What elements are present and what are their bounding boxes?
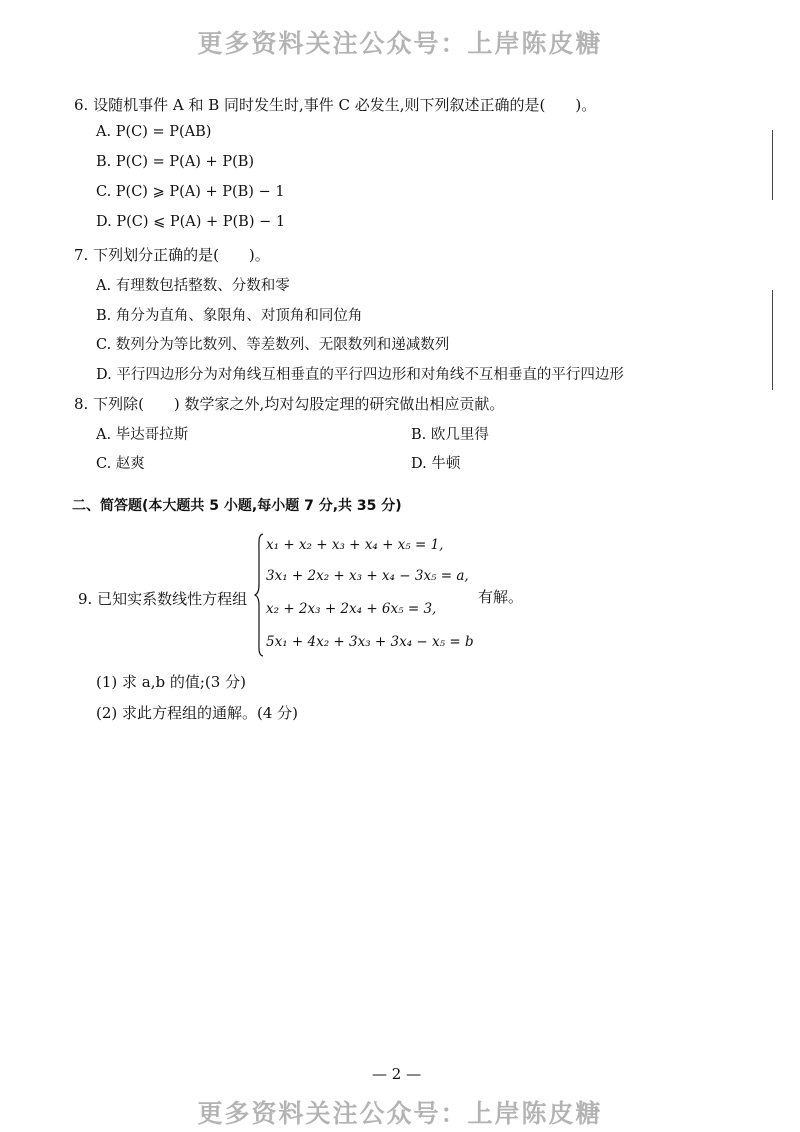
equation-3: x₂ + 2x₃ + 2x₄ + 6x₅ = 3,	[266, 601, 437, 617]
watermark-top: 更多资料关注公众号：上岸陈皮糖	[197, 29, 603, 58]
equation-2: 3x₁ + 2x₂ + x₃ + x₄ − 3x₅ = a,	[266, 568, 469, 584]
question-7-option-a: A. 有理数包括整数、分数和零	[96, 278, 290, 294]
question-7-option-c: C. 数列分为等比数列、等差数列、无限数列和递减数列	[96, 337, 450, 353]
scan-edge-mark	[772, 290, 773, 390]
question-7-stem: 7. 下列划分正确的是( )。	[74, 246, 270, 264]
page-number: — 2 —	[372, 1065, 422, 1083]
question-6-option-d: D. P(C) ⩽ P(A) + P(B) − 1	[96, 214, 286, 230]
watermark-bottom: 更多资料关注公众号：上岸陈皮糖	[197, 1099, 603, 1128]
equation-4: 5x₁ + 4x₂ + 3x₃ + 3x₄ − x₅ = b	[266, 634, 474, 650]
left-brace	[254, 533, 264, 657]
scan-edge-mark	[772, 130, 773, 200]
question-8-option-d: D. 牛顿	[411, 456, 461, 472]
question-6-option-a: A. P(C) = P(AB)	[96, 124, 212, 140]
question-6-stem: 6. 设随机事件 A 和 B 同时发生时,事件 C 必发生,则下列叙述正确的是( )。	[74, 96, 597, 114]
question-6-option-c: C. P(C) ⩾ P(A) + P(B) − 1	[96, 184, 285, 200]
question-9-part-2: (2) 求此方程组的通解。(4 分)	[96, 704, 299, 722]
question-6-option-b: B. P(C) = P(A) + P(B)	[96, 154, 255, 170]
question-8-option-a: A. 毕达哥拉斯	[96, 427, 189, 443]
equation-1: x₁ + x₂ + x₃ + x₄ + x₅ = 1,	[266, 537, 444, 553]
question-7-option-b: B. 角分为直角、象限角、对顶角和同位角	[96, 308, 363, 324]
question-9-suffix: 有解。	[478, 588, 524, 606]
question-8-stem: 8. 下列除( ) 数学家之外,均对勾股定理的研究做出相应贡献。	[74, 395, 505, 413]
question-8-option-c: C. 赵爽	[96, 456, 145, 472]
question-7-option-d: D. 平行四边形分为对角线互相垂直的平行四边形和对角线不互相垂直的平行四边形	[96, 367, 624, 383]
question-8-option-b: B. 欧几里得	[411, 427, 489, 443]
question-9-part-1: (1) 求 a,b 的值;(3 分)	[96, 673, 246, 691]
question-9-prefix: 9. 已知实系数线性方程组	[78, 590, 248, 608]
section-2-title: 二、简答题(本大题共 5 小题,每小题 7 分,共 35 分)	[72, 498, 402, 514]
